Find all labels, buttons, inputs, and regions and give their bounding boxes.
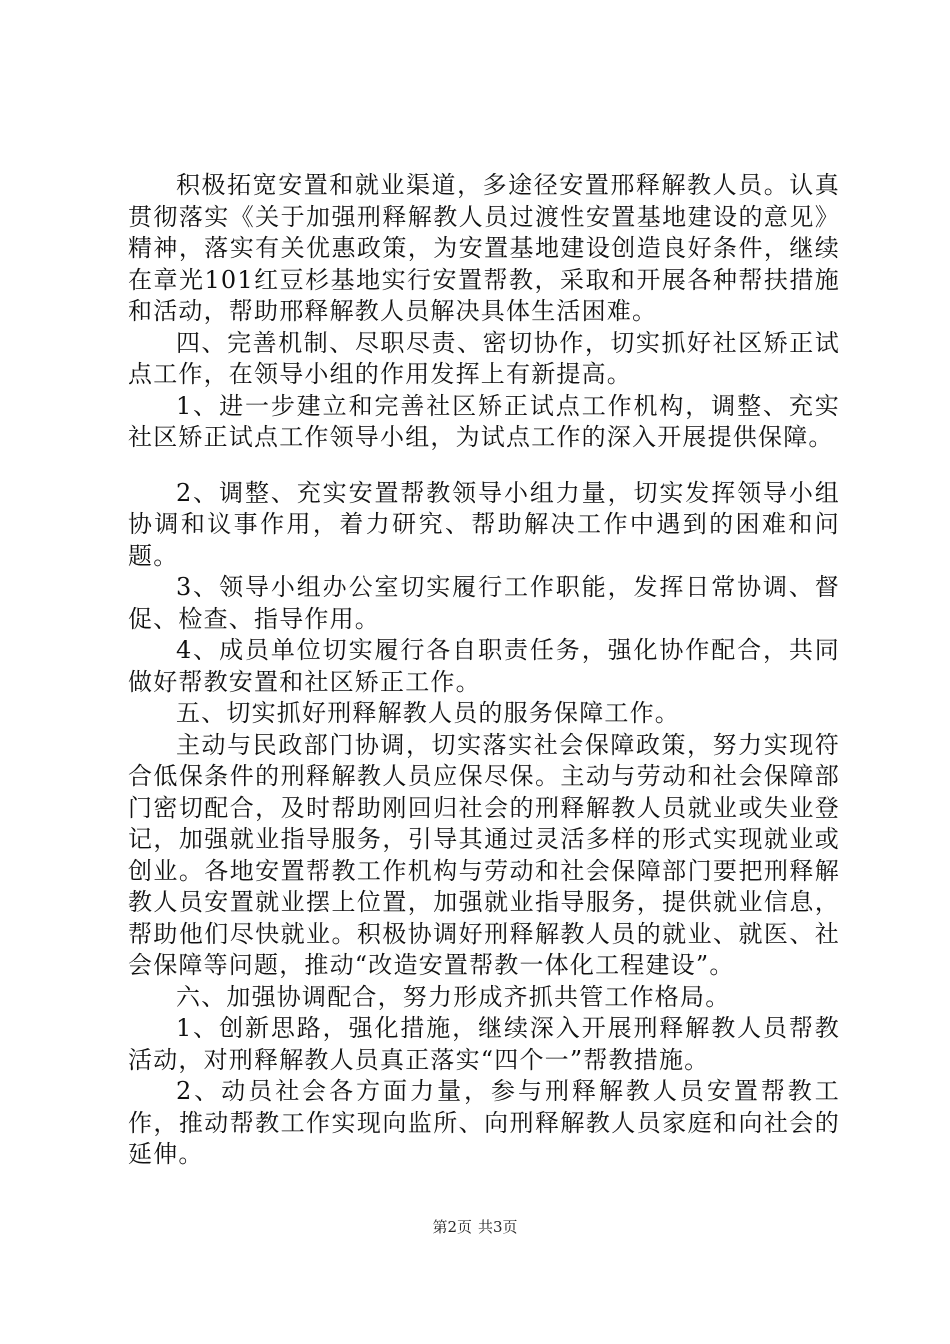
paragraph-item-3-office-duties: 3、领导小组办公室切实履行工作职能，发挥日常协调、督促、检查、指导作用。 xyxy=(128,573,840,633)
paragraph-item-2-leadership-group: 2、调整、充实安置帮教领导小组力量，切实发挥领导小组协调和议事作用，着力研究、帮助解决工作中遇到的困难和问题。 xyxy=(128,478,840,570)
heading-section-four: 四、完善机制、尽职尽责、密切协作，切实抓好社区矫正试点工作，在领导小组的作用发挥上有新提高。 xyxy=(128,328,840,388)
document-body xyxy=(128,170,840,1171)
paragraph-resettlement-channels: 积极拓宽安置和就业渠道，多途径安置邢释解教人员。认真贯彻落实《关于加强刑释解教人员过渡性安置基地建设的意见》精神，落实有关优惠政策，为安置基地建设创造良好条件，继续在章光101红豆杉基地实行安置帮教，采取和开展各种帮扶措施和活动，帮助邢释解教人员解决具体生活困难。 xyxy=(128,171,840,325)
paragraph-item-1-innovation: 1、创新思路，强化措施，继续深入开展刑释解教人员帮教活动，对刑释解教人员真正落实“四个一”帮教措施。 xyxy=(128,1014,840,1074)
page-total: 共3页 xyxy=(478,1218,518,1236)
heading-section-five: 五、切实抓好刑释解教人员的服务保障工作。 xyxy=(176,699,680,727)
page-number: 第2页 xyxy=(432,1218,472,1236)
heading-section-six: 六、加强协调配合，努力形成齐抓共管工作格局。 xyxy=(176,982,731,1011)
page-footer xyxy=(0,1217,950,1237)
paragraph-item-2-social-forces: 2、动员社会各方面力量，参与刑释解教人员安置帮教工作，推动帮教工作实现向监所、向刑释解教人员家庭和向社会的延伸。 xyxy=(128,1077,840,1168)
paragraph-item-4-member-units: 4、成员单位切实履行各自职责任务，强化协作配合，共同做好帮教安置和社区矫正工作。 xyxy=(128,636,840,696)
paragraph-service-guarantee: 主动与民政部门协调，切实落实社会保障政策，努力实现符合低保条件的刑释解教人员应保尽保。主动与劳动和社会保障部门密切配合，及时帮助刚回归社会的刑释解教人员就业或失业登记，加强就业指导服务，引导其通过灵活多样的形式实现就业或创业。各地安置帮教工作机构与劳动和社会保障部门要把刑释解教人员安置就业摆上位置，加强就业指导服务，提供就业信息，帮助他们尽快就业。积极协调好刑释解教人员的就业、就医、社会保障等问题，推动“改造安置帮教一体化工程建设”。 xyxy=(128,730,840,979)
paragraph-item-1-community-correction: 1、进一步建立和完善社区矫正试点工作机构，调整、充实社区矫正试点工作领导小组，为试点工作的深入开展提供保障。 xyxy=(128,391,840,451)
